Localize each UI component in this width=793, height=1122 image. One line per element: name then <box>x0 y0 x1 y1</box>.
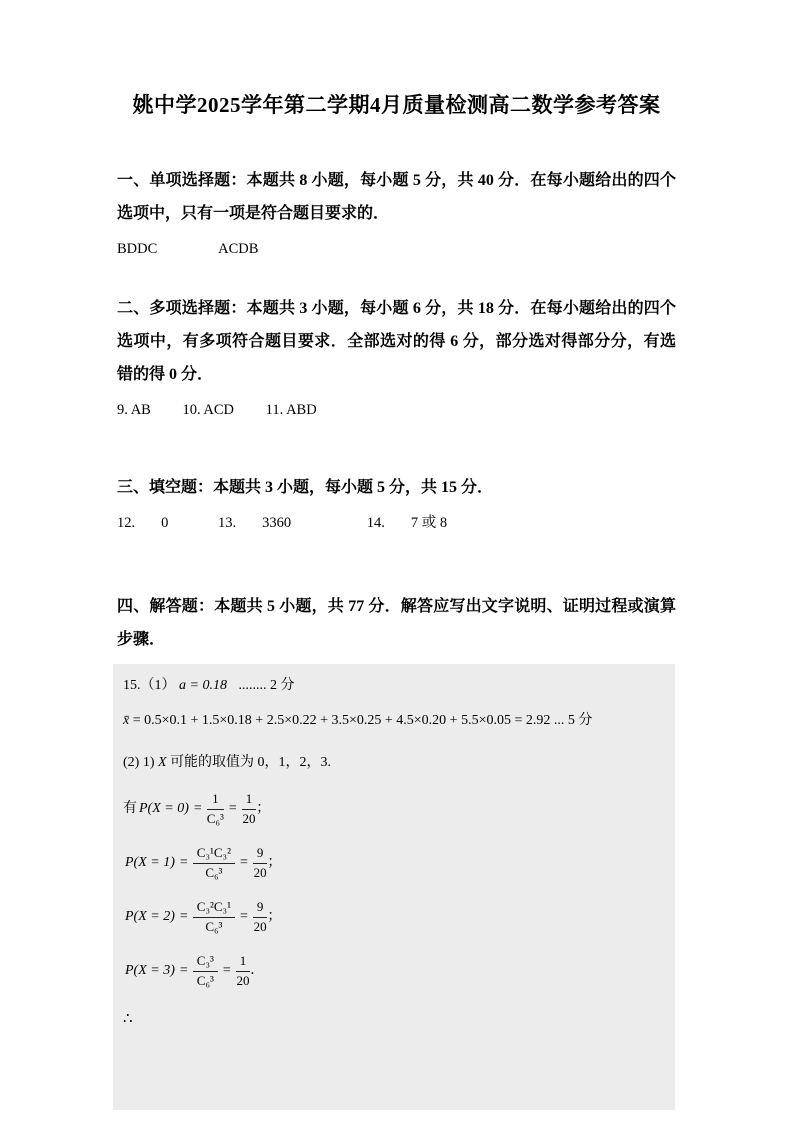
equals-sign: = <box>239 909 248 924</box>
single-choice-heading: 一、单项选择题：本题共 8 小题，每小题 5 分，共 40 分．在每小题给出的四个选项中，只有一项是符合题目要求的． <box>117 172 676 222</box>
fill-in-answer <box>218 515 291 531</box>
mean-expression: = 0.5×0.1 + 1.5×0.18 + 2.5×0.22 + 3.5×0.25 + 4.5×0.20 + 5.5×0.05 = 2.92 ... 5 分 <box>132 713 593 728</box>
solution-image-block <box>113 664 675 1110</box>
question-number: 14. <box>366 515 385 531</box>
fraction-numerator: 1 <box>207 791 224 809</box>
answer-group: ACDB <box>218 241 259 257</box>
probability-lhs: P(X = 0) <box>139 801 189 816</box>
fraction-denominator: C₆³ <box>205 918 223 934</box>
multi-choice-heading: 二、多项选择题：本题共 3 小题，每小题 6 分，共 18 分．在每小题给出的四个选项中，有多项符合题目要求．全部选对的得 6 分，部分选对得部分分，有选错的得 0 分． <box>117 300 676 383</box>
single-choice-answer-line <box>117 238 676 260</box>
fraction <box>193 845 235 881</box>
question-number: 12. <box>117 515 136 531</box>
probability-lhs: P(X = 1) <box>125 855 175 870</box>
question-15-prefix: 15.（1） <box>123 678 176 693</box>
equals-sign: = <box>222 963 231 978</box>
equation-row <box>123 951 665 991</box>
fraction-numerator: 1 <box>236 953 251 971</box>
equation-terminator: ； <box>267 909 282 924</box>
equation-terminator: ； <box>267 855 282 870</box>
fraction-denominator: C₆³ <box>196 972 214 988</box>
mean-variable: x̄ <box>123 713 130 728</box>
equals-sign: = <box>179 963 188 978</box>
fraction-denominator: 20 <box>236 972 250 988</box>
part-2-prefix: (2) 1) <box>123 755 155 770</box>
possible-values-text: 可能的取值为 0，1，2，3. <box>170 755 332 770</box>
section-solutions <box>117 590 676 1110</box>
fraction-numerator: C₃²C₃¹ <box>193 899 235 917</box>
fraction-denominator: 20 <box>242 810 256 826</box>
solution-line-1 <box>123 676 665 696</box>
document-title: 姚中学2025学年第二学期4月质量检测高二数学参考答案 <box>132 93 661 117</box>
equation-prefix: 有 <box>123 801 137 816</box>
random-variable: X <box>158 755 167 770</box>
equation-row <box>123 897 665 937</box>
fill-in-heading: 三、填空题：本题共 3 小题，每小题 5 分，共 15 分． <box>117 479 494 496</box>
solutions-heading: 四、解答题：本题共 5 小题，共 77 分．解答应写出文字说明、证明过程或演算步骤． <box>117 598 676 648</box>
fraction-denominator: C₆³ <box>206 810 224 826</box>
fraction-numerator: 1 <box>242 791 257 809</box>
fill-in-answer <box>367 515 447 531</box>
fraction <box>253 845 268 881</box>
document-content <box>0 90 793 1110</box>
answer-item: 11. ABD <box>265 402 317 418</box>
fraction-numerator: C₃³ <box>193 953 218 971</box>
answer-value: 3360 <box>262 515 292 531</box>
fraction-numerator: 9 <box>253 899 268 917</box>
equation-terminator: ； <box>256 801 271 816</box>
equation-row <box>123 843 665 883</box>
fraction-denominator: C₆³ <box>205 864 223 880</box>
fraction <box>193 899 235 935</box>
score-dots: ........ 2 分 <box>238 678 295 693</box>
multi-choice-answer-line <box>117 399 676 421</box>
equals-sign: = <box>179 909 188 924</box>
solution-line-values <box>123 753 665 773</box>
equals-sign: = <box>228 801 237 816</box>
fill-in-answer-line <box>117 512 676 534</box>
fraction <box>253 899 268 935</box>
equation-row <box>123 789 665 829</box>
a-value-equation: a = 0.18 <box>179 678 227 693</box>
answer-item: 9. AB <box>117 402 151 418</box>
fraction-numerator: C₃¹C₃² <box>193 845 235 863</box>
equals-sign: = <box>179 855 188 870</box>
fraction-denominator: 20 <box>253 918 267 934</box>
section-single-choice <box>117 164 676 260</box>
section-multi-choice <box>117 292 676 421</box>
section-fill-in <box>117 471 676 534</box>
fraction <box>193 953 218 989</box>
equals-sign: = <box>193 801 202 816</box>
fill-in-answer <box>117 515 168 531</box>
equals-sign: = <box>239 855 248 870</box>
question-number: 13. <box>218 515 237 531</box>
solution-line-mean <box>123 711 665 731</box>
probability-lhs: P(X = 2) <box>125 909 175 924</box>
fraction <box>242 791 257 827</box>
fraction <box>236 953 251 989</box>
answer-group: BDDC <box>117 241 158 257</box>
fraction <box>207 791 224 827</box>
answer-value: 0 <box>161 515 169 531</box>
fraction-denominator: 20 <box>253 864 267 880</box>
answer-value: 7 或 8 <box>410 515 448 531</box>
answer-item: 10. ACD <box>182 402 235 418</box>
fraction-numerator: 9 <box>253 845 268 863</box>
therefore-symbol: ∴ <box>123 1011 133 1027</box>
equation-terminator: ． <box>250 963 265 978</box>
probability-lhs: P(X = 3) <box>125 963 175 978</box>
